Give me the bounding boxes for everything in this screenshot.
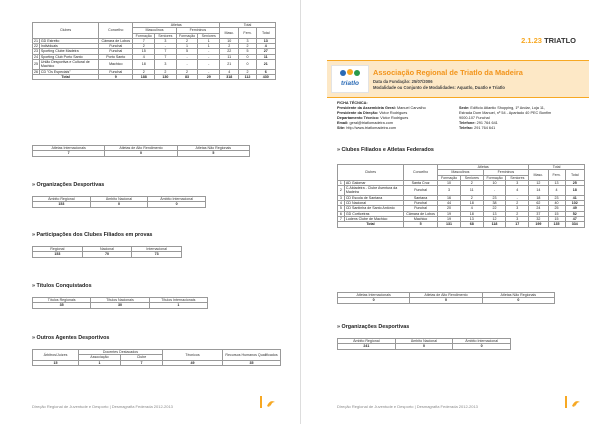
- titles-value: 1: [149, 303, 207, 308]
- left-athletes-table: [32, 145, 250, 157]
- value-cell: 19: [438, 211, 461, 216]
- value-cell: -: [198, 49, 220, 54]
- agents-value: 1: [79, 360, 121, 365]
- athletes-value: 7: [33, 151, 105, 156]
- club-name: CD Nacional: [344, 201, 403, 206]
- org-value: 153: [33, 202, 91, 207]
- value-cell: 4: [220, 69, 239, 74]
- athletes-value: 5: [177, 151, 249, 156]
- ficha-tecnica-left: [337, 101, 457, 131]
- value-cell: -: [506, 195, 529, 200]
- right-footer: Direção Regional de Juventude e Desporto | Desmagrafia Federada 2012-2013: [337, 404, 478, 409]
- value-cell: 10: [483, 180, 506, 185]
- athletes-header: Atletas Não Regionais: [482, 293, 554, 298]
- value-cell: 38: [483, 201, 506, 206]
- value-cell: 3: [506, 206, 529, 211]
- value-cell: 23: [483, 195, 506, 200]
- triatlo-logo-icon: [332, 66, 368, 92]
- value-cell: 24: [529, 206, 548, 211]
- section-number: 2.1.23: [521, 36, 542, 45]
- ficha-line: Departamento Técnico: Victor Rodrigues: [337, 116, 409, 120]
- athletes-header: Atletas Internacionais: [338, 293, 410, 298]
- concelho-cell: Funchal: [99, 69, 133, 74]
- org-header: Âmbito Regional: [33, 197, 91, 202]
- col-clubes: Clubes: [338, 165, 404, 181]
- agents-value: 15: [33, 360, 79, 365]
- value-cell: 16: [438, 195, 461, 200]
- value-cell: 2: [133, 44, 155, 49]
- titles-value: 35: [33, 303, 91, 308]
- atletas-header: Atletas: [438, 165, 529, 170]
- value-cell: 3: [155, 60, 177, 70]
- value-cell: 3: [438, 186, 461, 196]
- club-name: Sporting Clube Madeira: [39, 49, 98, 54]
- total-cell: 318: [220, 74, 239, 79]
- row-number: 3: [338, 195, 345, 200]
- value-cell: 2: [133, 69, 155, 74]
- masc-header: Masculinos: [133, 28, 176, 33]
- right-org-title: » Organizações Desportivas: [337, 324, 410, 330]
- banner-modalities: Modalidade ou Conjunto de Modalidades: Aquatlo, Duatlo e Triatlo: [373, 85, 505, 90]
- sub-seniores: Seniores: [198, 33, 220, 38]
- ficha-line: Telefax: 291 764 641: [459, 126, 496, 130]
- right-page-number: 46: [573, 404, 579, 410]
- value-cell: 18: [133, 60, 155, 70]
- club-name: AD Galomar: [344, 180, 403, 185]
- value-cell: 2: [239, 69, 256, 74]
- value-cell: 3: [506, 180, 529, 185]
- value-cell: 2: [155, 69, 177, 74]
- total-label: Total: [338, 222, 404, 227]
- col-concelho: Concelho: [99, 23, 133, 39]
- total-cell: 118: [483, 222, 506, 227]
- titles-header: Títulos Internacionais: [149, 298, 207, 303]
- athletes-header: Atletas de Alto Rendimento: [105, 146, 177, 151]
- ficha-line: Telefone: 291 764 641: [459, 121, 498, 125]
- value-cell: 4: [460, 206, 483, 211]
- total-value-cell: 27: [256, 49, 275, 54]
- value-cell: 5: [176, 49, 198, 54]
- left-titles-table: [32, 297, 208, 309]
- right-footer-bar: [565, 396, 567, 408]
- left-footer-bar: [260, 396, 262, 408]
- left-page-number-icon: [265, 398, 277, 410]
- value-cell: 2: [176, 38, 198, 43]
- clube-header: Clube: [121, 355, 163, 360]
- athletes-value: 0: [410, 298, 482, 303]
- total-cell: 9: [99, 74, 133, 79]
- value-cell: 7: [155, 49, 177, 54]
- titles-header: Títulos Regionais: [33, 298, 91, 303]
- club-name: CD Escola de Santana: [344, 195, 403, 200]
- value-cell: 10: [220, 38, 239, 43]
- value-cell: 18: [460, 201, 483, 206]
- sub-masc: Masc.: [529, 170, 548, 181]
- value-cell: 13: [483, 211, 506, 216]
- club-name: Individuais: [39, 44, 98, 49]
- association-logo: [331, 65, 369, 93]
- total-value-cell: 6: [256, 69, 275, 74]
- right-clubs-table: [337, 164, 585, 228]
- total-value-cell: 11: [256, 54, 275, 59]
- org-header: Âmbito Internacional: [453, 339, 511, 344]
- concelho-cell: Câmara de Lobos: [404, 211, 438, 216]
- value-cell: 25: [548, 206, 565, 211]
- value-cell: -: [176, 60, 198, 70]
- value-cell: 23: [548, 195, 565, 200]
- part-value: 73: [132, 252, 182, 257]
- total-label: Total: [33, 74, 99, 79]
- sub-masc: Masc.: [220, 28, 239, 39]
- sub-formacao: Formação: [133, 33, 155, 38]
- value-cell: 12: [483, 216, 506, 221]
- value-cell: 12: [529, 180, 548, 185]
- total-cell: 17: [506, 222, 529, 227]
- value-cell: 62: [529, 201, 548, 206]
- part-header: Internacional: [132, 247, 182, 252]
- part-header: Nacional: [82, 247, 132, 252]
- value-cell: 4: [133, 54, 155, 59]
- concelho-cell: Câmara de Lobos: [99, 38, 133, 43]
- titles-header: Títulos Nacionais: [91, 298, 149, 303]
- sub-seniores: Seniores: [460, 175, 483, 180]
- total-value-cell: 21: [256, 60, 275, 70]
- concelho-cell: Funchal: [404, 206, 438, 211]
- value-cell: 10: [438, 180, 461, 185]
- concelho-cell: Porto Santo: [99, 54, 133, 59]
- row-number: 6: [338, 211, 345, 216]
- row-number: 21: [34, 38, 38, 43]
- value-cell: 1: [198, 38, 220, 43]
- total-value-cell: 102: [565, 201, 584, 206]
- value-cell: 18: [460, 211, 483, 216]
- club-name: CD "Os Especiais": [39, 69, 98, 74]
- value-cell: 15: [548, 216, 565, 221]
- sub-formacao: Formação: [483, 175, 506, 180]
- club-name: Sporting Club Porto Santo: [39, 54, 98, 59]
- section-name: TRIATLO: [544, 36, 576, 45]
- concelho-cell: Santa Cruz: [404, 180, 438, 185]
- athletes-value: 0: [482, 298, 554, 303]
- athletes-value: 0: [105, 151, 177, 156]
- agents-title: » Outros Agentes Desportivos: [32, 335, 110, 341]
- total-cell: 430: [256, 74, 275, 79]
- total-cell: 188: [133, 74, 155, 79]
- table-row: [338, 186, 585, 196]
- value-cell: 18: [529, 195, 548, 200]
- sub-formacao: Formação: [438, 175, 461, 180]
- value-cell: 32: [529, 216, 548, 221]
- value-cell: 44: [438, 201, 461, 206]
- titles-title: » Títulos Conquistados: [32, 283, 92, 289]
- concelho-cell: Funchal: [99, 44, 133, 49]
- row-number: 23: [34, 49, 38, 54]
- row-number: 5: [338, 206, 345, 211]
- athletes-value: 0: [338, 298, 410, 303]
- value-cell: 22: [220, 49, 239, 54]
- banner-title: Associação Regional de Triatlo da Madeira: [373, 68, 523, 77]
- total-cell: 68: [460, 222, 483, 227]
- value-cell: 13: [460, 216, 483, 221]
- ficha-line: 9000-107 Funchal: [459, 116, 490, 120]
- total-value-cell: 13: [256, 38, 275, 43]
- total-value-cell: 52: [565, 211, 584, 216]
- section-heading: [521, 36, 576, 45]
- part-value: 70: [82, 252, 132, 257]
- value-cell: 7: [155, 54, 177, 59]
- value-cell: 4: [506, 186, 529, 196]
- total-cell: 131: [438, 222, 461, 227]
- arbitros-header: Árbitros/Juízes: [33, 350, 79, 361]
- row-number: 1: [338, 180, 345, 185]
- concelho-cell: Santana: [404, 195, 438, 200]
- club-name: GD Estreito: [39, 38, 98, 43]
- value-cell: 20: [438, 206, 461, 211]
- org-header: Âmbito Internacional: [148, 197, 206, 202]
- sub-total: Total: [565, 170, 584, 181]
- agents-value: 49: [163, 360, 223, 365]
- col-concelho: Concelho: [404, 165, 438, 181]
- row-number: 4: [338, 201, 345, 206]
- right-athletes-table: [337, 292, 555, 304]
- sub-fem: Fem.: [239, 28, 256, 39]
- left-agents-table: [32, 349, 281, 366]
- fem-header: Femininos: [176, 28, 219, 33]
- left-participations-table: [32, 246, 182, 258]
- value-cell: -: [483, 186, 506, 196]
- right-page: [300, 0, 600, 424]
- total-value-cell: 4: [256, 44, 275, 49]
- part-value: 153: [33, 252, 83, 257]
- ficha-line: Email: geral@triatlomadeira.com: [337, 121, 393, 125]
- org-header: Âmbito Nacional: [395, 339, 453, 344]
- row-number: 24: [34, 54, 38, 59]
- left-page-number: 46: [268, 404, 274, 410]
- total-value-cell: 47: [565, 216, 584, 221]
- value-cell: 4: [548, 186, 565, 196]
- row-number: 22: [34, 44, 38, 49]
- club-name: CD Santinha de Santo António: [344, 206, 403, 211]
- value-cell: 0: [239, 54, 256, 59]
- club-name: GD Corticeiras: [344, 211, 403, 216]
- value-cell: 11: [220, 54, 239, 59]
- value-cell: 13: [548, 180, 565, 185]
- concelho-cell: Funchal: [404, 186, 438, 196]
- ficha-line: Sede: Edifício Atlantic Shopping, 1º Andar, Loja 11,: [459, 106, 545, 110]
- total-value-cell: 41: [565, 195, 584, 200]
- row-number: 7: [338, 216, 345, 221]
- tecnicos-header: Técnicos: [163, 350, 223, 361]
- concelho-cell: Machico: [404, 216, 438, 221]
- docentes-header: Docentes Destacados: [79, 350, 163, 355]
- total-cell: 5: [404, 222, 438, 227]
- ficha-line: Site: http://www.triatlomadeira.com: [337, 126, 397, 130]
- concelho-cell: Machico: [99, 60, 133, 70]
- org-value: 0: [90, 202, 148, 207]
- value-cell: -: [155, 44, 177, 49]
- sub-fem: Fem.: [548, 170, 565, 181]
- value-cell: 19: [438, 216, 461, 221]
- total-header: Total: [220, 23, 276, 28]
- club-name: União Desportiva e Cultural de Machico: [39, 60, 98, 70]
- value-cell: 2: [239, 44, 256, 49]
- total-cell: 130: [155, 74, 177, 79]
- right-page-number-icon: [570, 398, 582, 410]
- value-cell: 2: [460, 195, 483, 200]
- value-cell: 3: [239, 38, 256, 43]
- total-cell: 199: [529, 222, 548, 227]
- value-cell: 15: [548, 211, 565, 216]
- participations-title: » Participações dos Clubes Filiados em provas: [32, 232, 153, 238]
- fem-header: Femininos: [483, 170, 529, 175]
- org-header: Âmbito Regional: [338, 339, 396, 344]
- banner-foundation: Data da Fundação: 25/07/2006: [373, 79, 433, 84]
- value-cell: 0: [239, 60, 256, 70]
- org-value: 0: [148, 202, 206, 207]
- total-header: Total: [529, 165, 585, 170]
- value-cell: -: [176, 54, 198, 59]
- part-header: Regional: [33, 247, 83, 252]
- table-row: [33, 60, 276, 70]
- sub-total: Total: [256, 28, 275, 39]
- sub-formacao: Formação: [176, 33, 198, 38]
- titles-value: 30: [91, 303, 149, 308]
- ficha-line: Estrada Dom Manuel, nº 54 - Apartado 40 PEC Bonfim: [459, 111, 552, 115]
- left-footer: Direção Regional de Juventude e Desporto | Desmagrafia Federada 2012-2013: [32, 404, 173, 409]
- ficha-tecnica-right: [459, 106, 584, 131]
- value-cell: 2: [220, 44, 239, 49]
- org-value: 0: [453, 344, 511, 349]
- value-cell: 5: [239, 49, 256, 54]
- association-banner: [327, 60, 589, 98]
- total-cell: 29: [198, 74, 220, 79]
- athletes-header: Atletas de Alto Rendimento: [410, 293, 482, 298]
- masc-header: Masculinos: [438, 170, 484, 175]
- value-cell: 1: [198, 44, 220, 49]
- value-cell: 2: [506, 201, 529, 206]
- value-cell: 14: [529, 186, 548, 196]
- org-header: Âmbito Nacional: [90, 197, 148, 202]
- total-cell: 334: [565, 222, 584, 227]
- org-value: 0: [395, 344, 453, 349]
- athletes-header: Atletas Não Regionais: [177, 146, 249, 151]
- ficha-line: Presidente da Direção: Victor Rodrigues: [337, 111, 408, 115]
- logo-text: triatlo: [340, 80, 360, 87]
- value-cell: 2: [176, 69, 198, 74]
- value-cell: 40: [548, 201, 565, 206]
- rh-header: Recursos Humanos Qualificados: [223, 350, 281, 361]
- total-cell: 112: [239, 74, 256, 79]
- value-cell: 3: [155, 38, 177, 43]
- col-clubes: Clubes: [33, 23, 99, 39]
- value-cell: 15: [133, 49, 155, 54]
- concelho-cell: Funchal: [99, 49, 133, 54]
- value-cell: 37: [529, 211, 548, 216]
- row-number: 2: [338, 186, 345, 196]
- value-cell: 3: [506, 216, 529, 221]
- value-cell: 21: [220, 60, 239, 70]
- sub-seniores: Seniores: [155, 33, 177, 38]
- right-org-table: [337, 338, 511, 350]
- club-name: Ludens Clube de Machico: [344, 216, 403, 221]
- atletas-header: Atletas: [133, 23, 220, 28]
- value-cell: -: [198, 60, 220, 70]
- total-cell: 83: [176, 74, 198, 79]
- org-title: » Organizações Desportivas: [32, 182, 105, 188]
- agents-value: 35: [223, 360, 281, 365]
- club-name: C.Aktadeira - Clube Aventura da Madeira: [344, 186, 403, 196]
- concelho-cell: Funchal: [404, 201, 438, 206]
- value-cell: -: [198, 54, 220, 59]
- right-clubs-title: » Clubes Filiados e Atletas Federados: [337, 147, 434, 153]
- value-cell: 2: [506, 211, 529, 216]
- total-value-cell: 18: [565, 186, 584, 196]
- associacao-header: Associação: [79, 355, 121, 360]
- value-cell: 11: [460, 186, 483, 196]
- total-value-cell: 25: [565, 180, 584, 185]
- left-org-table: [32, 196, 206, 208]
- total-row: [338, 222, 585, 227]
- agents-value: 7: [121, 360, 163, 365]
- total-row: [33, 74, 276, 79]
- sub-seniores: Seniores: [506, 175, 529, 180]
- value-cell: 2: [460, 180, 483, 185]
- ficha-line: Presidente da Assembleia Geral: Manuel Carvalho: [337, 106, 426, 110]
- athletes-header: Atletas Internacionais: [33, 146, 105, 151]
- value-cell: 7: [133, 38, 155, 43]
- value-cell: 22: [483, 206, 506, 211]
- total-value-cell: 49: [565, 206, 584, 211]
- ficha-title: FICHA TÉCNICA:: [337, 101, 368, 105]
- value-cell: 1: [176, 44, 198, 49]
- org-value: 241: [338, 344, 396, 349]
- row-number: 26: [34, 69, 38, 74]
- total-cell: 135: [548, 222, 565, 227]
- value-cell: -: [198, 69, 220, 74]
- row-number: 25: [33, 60, 40, 70]
- left-clubs-table: [32, 22, 276, 80]
